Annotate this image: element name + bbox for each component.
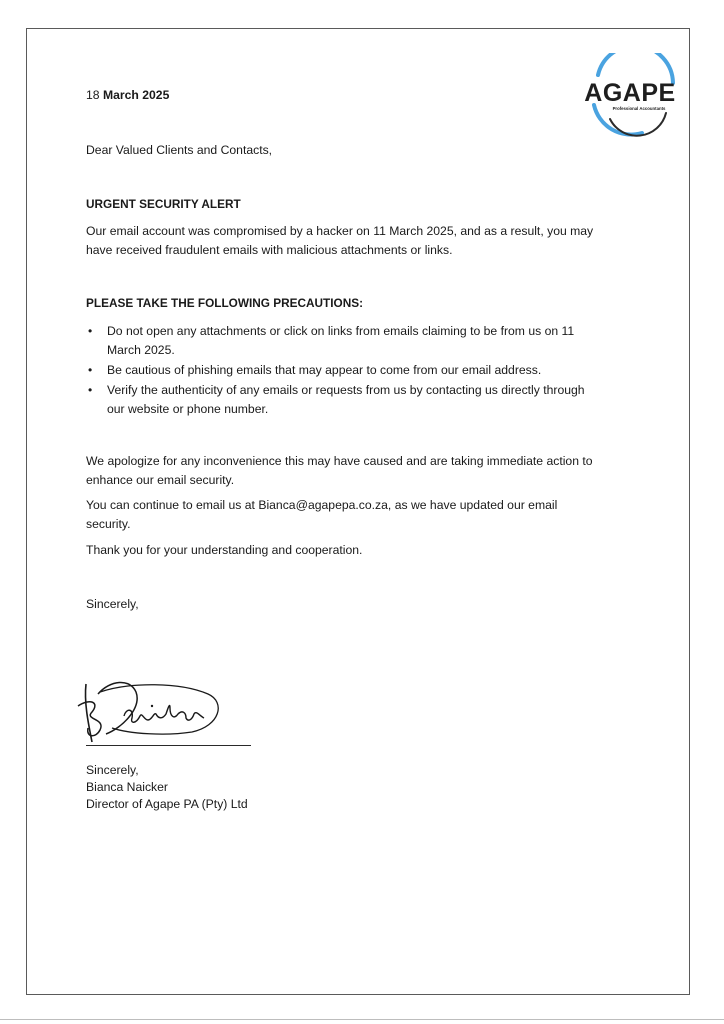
- apology-line-2: enhance our email security.: [86, 473, 235, 487]
- agape-logo: [580, 53, 680, 137]
- logo-wordmark: AGAPE: [584, 79, 676, 107]
- contact-line-1: You can continue to email us at Bianca@agapepa.co.za, as we have updated our email: [86, 498, 558, 512]
- thanks-line: Thank you for your understanding and cooperation.: [86, 543, 363, 557]
- letter-date: [86, 86, 169, 105]
- precautions-list: [86, 322, 626, 420]
- alert-body-line-1: Our email account was compromised by a hacker on 11 March 2025, and as a result, you may: [86, 224, 594, 238]
- closing-2: Sincerely,: [86, 763, 139, 777]
- logo-tagline: Professional Accountants: [612, 106, 666, 111]
- signature-line: [86, 745, 251, 746]
- precautions-heading: PLEASE TAKE THE FOLLOWING PRECAUTIONS:: [86, 296, 364, 310]
- apology-line-1: We apologize for any inconvenience this may have caused and are taking immediate action to: [86, 454, 593, 468]
- date-day: 18: [86, 88, 100, 102]
- list-item: • Be cautious of phishing emails that may appear to come from our email address.: [86, 361, 626, 380]
- bullet-icon: •: [88, 383, 93, 397]
- salutation: Dear Valued Clients and Contacts,: [86, 143, 273, 157]
- date-month-year: March 2025: [102, 88, 170, 102]
- list-item: • Verify the authenticity of any emails or requests from us by contacting us directly through our website or phone number.: [88, 383, 585, 416]
- signer-name: Bianca Naicker: [86, 780, 168, 794]
- bullet-icon: •: [88, 363, 93, 377]
- bullet-icon: •: [88, 324, 93, 338]
- scan-edge: [0, 1019, 724, 1020]
- alert-body-line-2: have received fraudulent emails with malicious attachments or links.: [86, 243, 453, 257]
- handwritten-signature: [70, 672, 254, 752]
- signer-title: Director of Agape PA (Pty) Ltd: [86, 797, 248, 811]
- closing-1: Sincerely,: [86, 597, 139, 611]
- alert-heading: URGENT SECURITY ALERT: [86, 197, 241, 211]
- list-item: • Do not open any attachments or click on links from emails claiming to be from us on 11 March 2025.: [88, 324, 575, 357]
- contact-line-2: security.: [86, 517, 131, 531]
